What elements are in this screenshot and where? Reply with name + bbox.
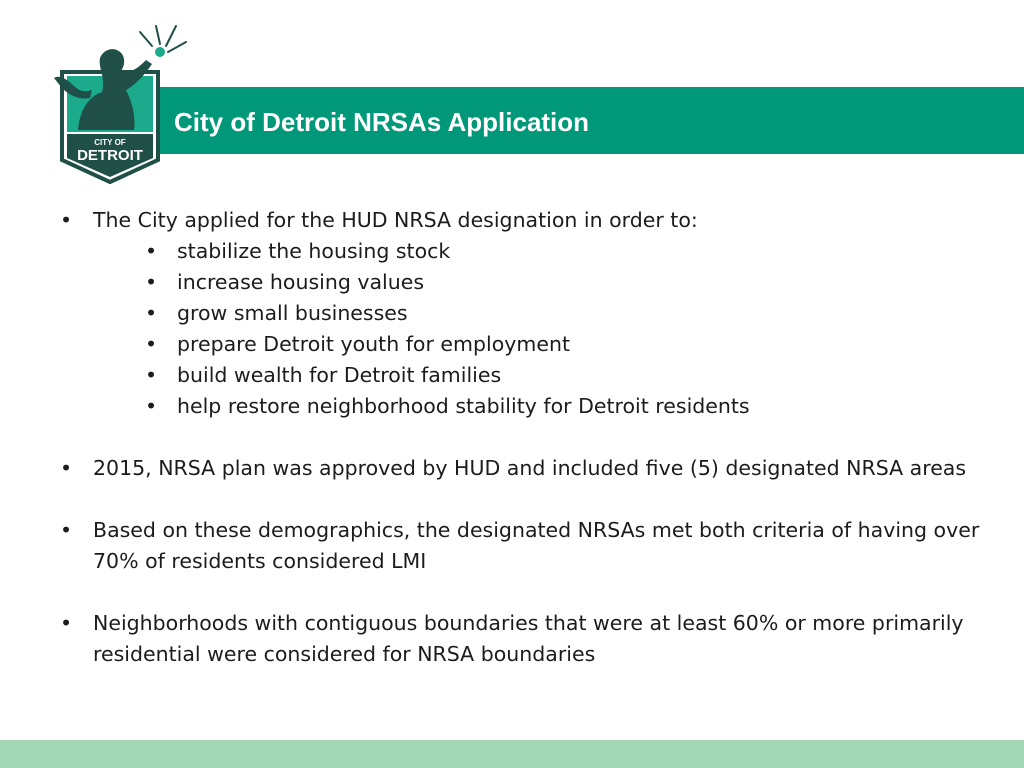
bullet-text: The City applied for the HUD NRSA designation in order to: <box>93 208 698 232</box>
city-of-detroit-logo <box>40 20 190 190</box>
goal-item: • help restore neighborhood stability for Detroit residents <box>93 391 1000 422</box>
goal-item: • prepare Detroit youth for employment <box>93 329 1000 360</box>
bullet-list <box>60 205 1000 670</box>
logo-top-text: CITY OF <box>94 138 126 147</box>
bullet-plan-approved: • 2015, NRSA plan was approved by HUD and included five (5) designated NRSA areas <box>60 453 1000 484</box>
bullet-intro <box>60 205 1000 422</box>
goal-item: • stabilize the housing stock <box>93 236 1000 267</box>
goals-list <box>93 236 1000 422</box>
goal-item: • build wealth for Detroit families <box>93 360 1000 391</box>
goal-item: • grow small businesses <box>93 298 1000 329</box>
bullet-neighborhoods: • Neighborhoods with contiguous boundaries that were at least 60% or more primarily residential were considered for NRSA boundaries <box>60 608 1000 670</box>
logo-bottom-text: DETROIT <box>77 147 143 164</box>
goal-item: • increase housing values <box>93 267 1000 298</box>
footer-band <box>0 740 1024 768</box>
bullet-demographics: • Based on these demographics, the designated NRSAs met both criteria of having over 70% of residents considered LMI <box>60 515 1000 577</box>
page-title: City of Detroit NRSAs Application <box>174 107 590 137</box>
slide-content <box>60 205 1000 670</box>
